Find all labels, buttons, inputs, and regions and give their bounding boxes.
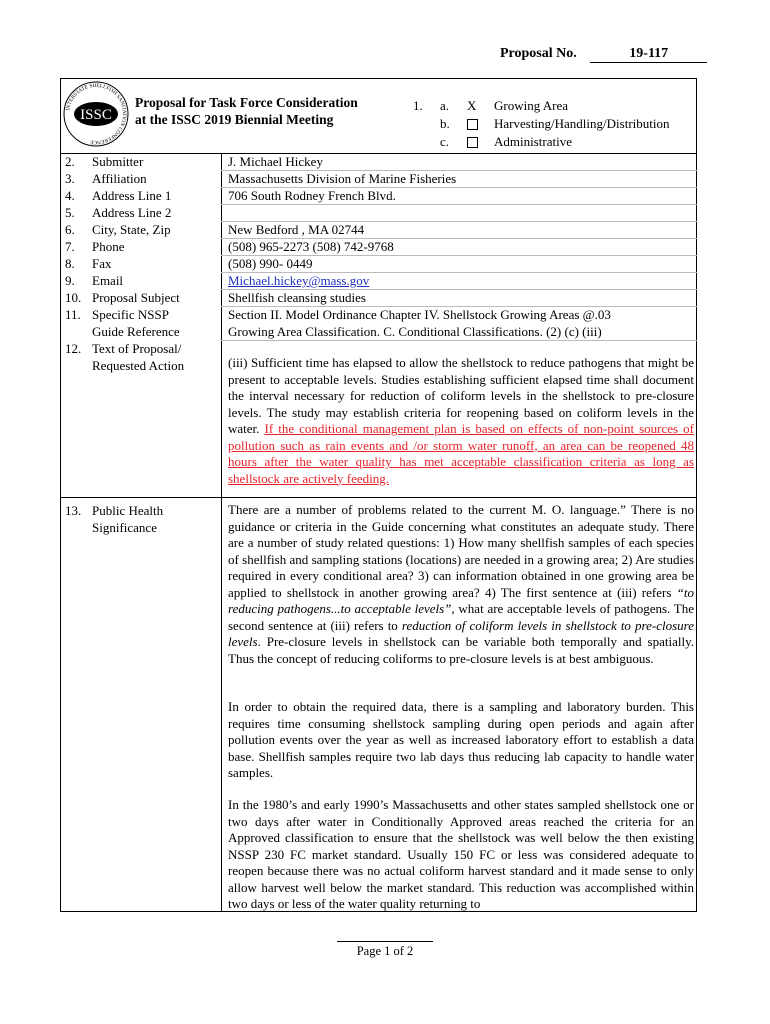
field-label-nssp-reference: 11. Specific NSSP Guide Reference <box>65 307 180 339</box>
field-label-address1: 4. Address Line 1 <box>65 188 172 203</box>
submitter-value: J. Michael Hickey <box>228 154 323 169</box>
footer-rule <box>337 941 433 942</box>
issc-logo <box>62 80 130 148</box>
page-number: Page 1 of 2 <box>356 944 414 958</box>
field-label-city: 6. City, State, Zip <box>65 222 171 237</box>
field-label-subject: 10. Proposal Subject <box>65 290 180 305</box>
proposed-addition-text: If the conditional management plan is based on effects of non-point sources of pollution such as rain events and /or storm water runoff, an area can be reopened 48 hours after the water quality has met acceptable classification criteria as long as shellstock are actively feeding. <box>228 421 695 486</box>
category-option-harvesting[interactable]: b. Harvesting/Handling/Distribution <box>440 116 670 131</box>
significance-paragraph-2: In order to obtain the required data, there is a sampling and laboratory burden. This requires time consuming shellstock sampling during open periods and again after pollution events over the year as well as increased laboratory effort to establish a data base. Shellfish samples require two lab days thus reducing lab capacity to handle water samples. <box>228 699 694 780</box>
significance-paragraph-3: In the 1980’s and early 1990’s Massachusetts and other states sampled shellstock one or two days after water in Conditionally Approved areas reached the criteria for an Approved classification to ensure that the shellstock was well below the then existing NSSP 230 FC market standard. Usually 150 FC or less was considered adequate to reopen because there was no actual coliform harvest standard and it made sense to only allow harvest well below the market standard. This reduction was accomplished within two days or less of the water quality returning to <box>228 797 694 911</box>
requested-action-text: (iii) Sufficient time has elapsed to allow the shellstock to reduce pathogens that might be present to acceptable levels. Studies establishing sufficient elapsed time shall document the interval necessary for reduction of coliform levels in the shellstock to pre-closure levels. The study may establish criteria for reopening based on coliform levels in the water. If the conditional management plan is based on effects of non-point sources of pollution such as rain events and /or storm water runoff, an area can be reopened 48 hours after the water quality has met acceptable classification criteria as long as shellstock are actively feeding. <box>228 355 695 486</box>
affiliation-value: Massachusetts Division of Marine Fisheries <box>228 171 457 186</box>
field-label-address2: 5. Address Line 2 <box>65 205 172 220</box>
category-checklist <box>413 97 669 151</box>
nssp-reference-value: Section II. Model Ordinance Chapter IV. Shellstock Growing Areas @.03 Growing Area Classification. C. Conditional Classifications. (2) (c) (iii) <box>228 307 611 339</box>
checked-mark-icon[interactable]: X <box>467 98 477 113</box>
significance-paragraph-1: There are a number of problems related to the current M. O. language.” There is no guidance or criteria in the Guide concerning what constitutes an adequate study. There are a number of study related questions: 1) How many shellfish samples of each species of shellfish and sampling stations (locations) are needed in a growing area; 2) Are studies required in every conditional area? 3) can information obtained in one growing area be applied to shellstock in another growing area? 4) The first sentence at (iii) refers “to reducing pathogens...to acceptable levels”, what are acceptable levels of pathogens. The second sentence at (iii) refers to reduction of coliform levels in shellstock to pre-closure levels. Pre-closure levels in shellstock can be variable both temporally and spatially. Thus the concept of reducing coliforms to pre-closure levels is at best ambiguous. <box>228 502 694 666</box>
row-divider <box>60 497 697 498</box>
issc-seal-icon <box>62 80 130 148</box>
proposal-number: Proposal No. 19-117 <box>500 46 707 63</box>
svg-text:ISSC: ISSC <box>80 107 112 123</box>
subject-value: Shellfish cleansing studies <box>228 290 366 305</box>
field-label-phone: 7. Phone <box>65 239 125 254</box>
field-label-email: 9. Email <box>65 273 124 288</box>
page-title: Proposal for Task Force Consideration at the ISSC 2019 Biennial Meeting <box>135 95 358 127</box>
field-label-submitter: 2. Submitter <box>65 154 144 169</box>
fax-value: (508) 990- 0449 <box>228 256 313 271</box>
column-divider <box>221 154 222 912</box>
checkbox-icon[interactable] <box>467 137 478 148</box>
svg-text:INTERSTATE SHELLFISH SANITATIO: INTERSTATE SHELLFISH SANITATION CONFERENCE <box>65 82 128 146</box>
field-label-affiliation: 3. Affiliation <box>65 171 147 186</box>
proposal-number-value: 19-117 <box>590 46 707 63</box>
field-label-public-health: 13. Public Health Significance <box>65 503 164 535</box>
category-option-administrative[interactable]: c. Administrative <box>440 134 572 149</box>
phone-value: (508) 965-2273 (508) 742-9768 <box>228 239 394 254</box>
email-link[interactable]: Michael.hickey@mass.gov <box>228 273 370 288</box>
address1-value: 706 South Rodney French Blvd. <box>228 188 396 203</box>
city-value: New Bedford , MA 02744 <box>228 222 365 237</box>
category-option-growing-area[interactable]: 1. a. X Growing Area <box>413 98 569 113</box>
field-label-requested-action: 12. Text of Proposal/ Requested Action <box>65 341 185 373</box>
field-label-fax: 8. Fax <box>65 256 112 271</box>
checkbox-icon[interactable] <box>467 119 478 130</box>
